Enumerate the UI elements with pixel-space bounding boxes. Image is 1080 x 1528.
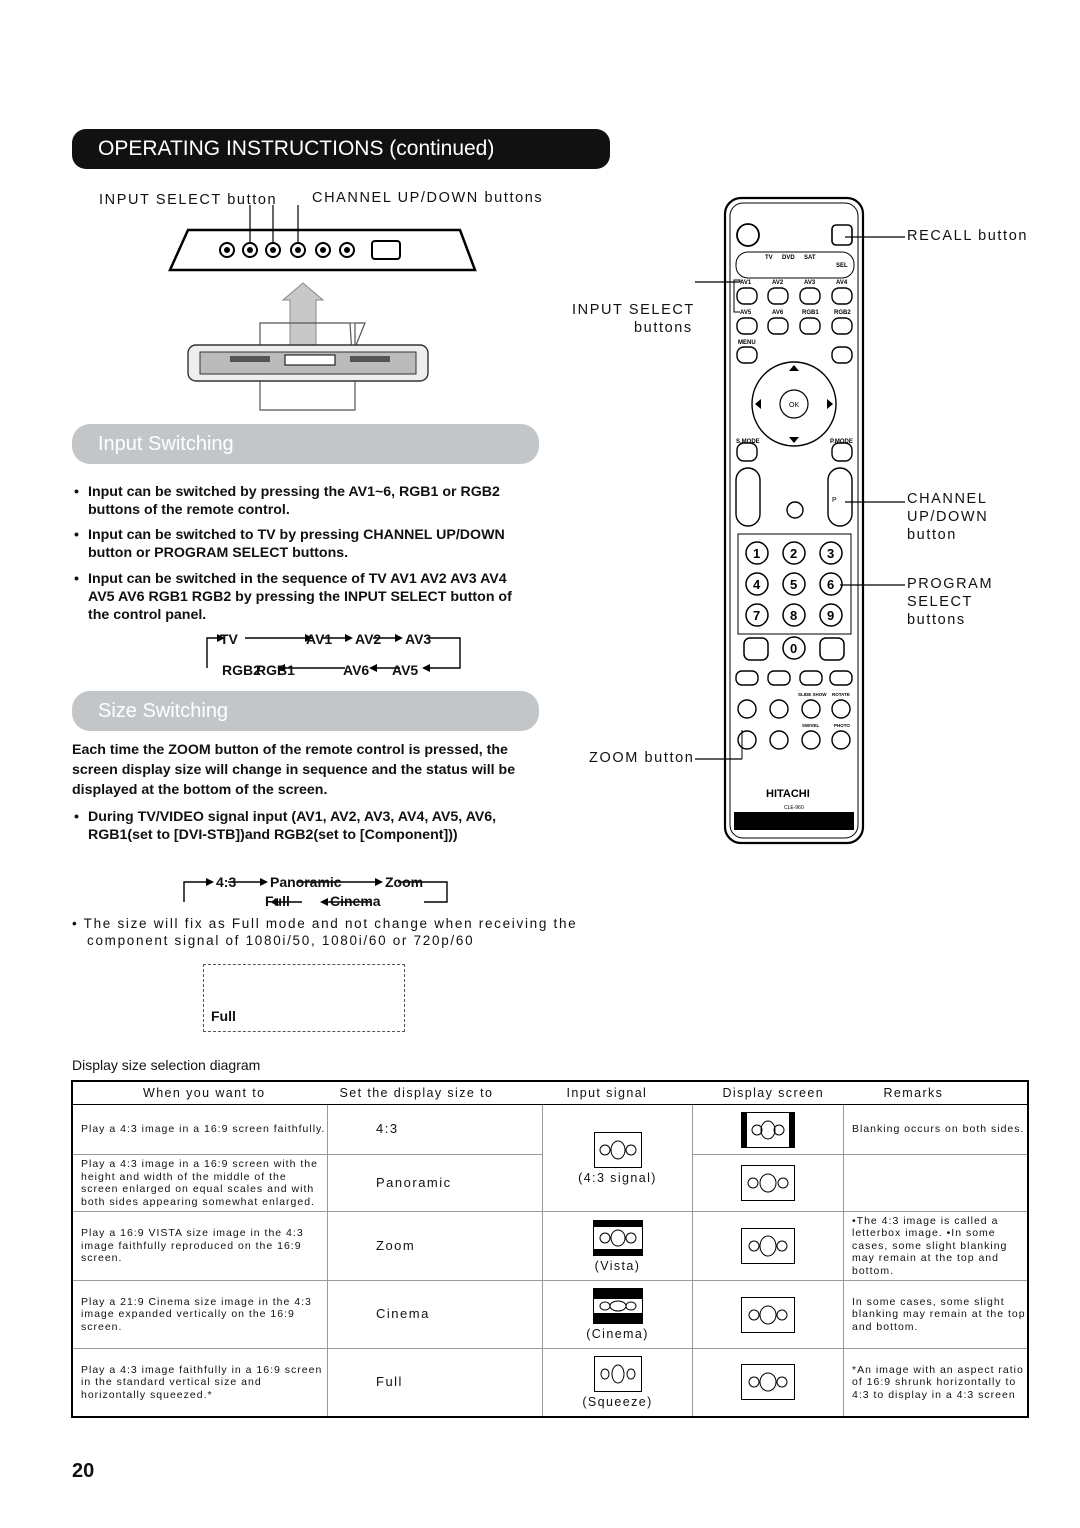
full-mode-screen-box [203, 964, 405, 1032]
page-number: 20 [72, 1460, 95, 1482]
full-mode-label: Full [211, 1008, 236, 1024]
row1-size: 4:3 [328, 1105, 543, 1155]
row2-want: Play a 4:3 image in a 16:9 screen with the height and width of the middle of the screen enlarged on equal scales and with both sides appearing somewhat enlarged. [72, 1155, 328, 1212]
screen-43-icon [741, 1112, 795, 1148]
rgb2-label: RGB2 [834, 310, 851, 316]
row1-signal [543, 1105, 693, 1212]
sel-key-label: SEL [836, 263, 848, 269]
page-header: OPERATING INSTRUCTIONS (continued) [72, 129, 610, 169]
size-switching-heading: Size Switching [72, 691, 539, 731]
signal-squeeze-icon [594, 1356, 642, 1392]
signal-vista-label: (Vista) [594, 1258, 641, 1273]
rotate-label: ROTATE [832, 692, 850, 697]
flow-av2: AV2 [355, 631, 382, 647]
input-bullet-1: • Input can be switched by pressing the AV1~6, RGB1 or RGB2 buttons of the remote control. [72, 483, 532, 519]
row3-signal [543, 1212, 693, 1281]
row4-size: Cinema [328, 1281, 543, 1349]
row2-screen [693, 1155, 844, 1212]
channel-label-3: button [907, 527, 957, 543]
tv-key-label: TV [765, 255, 773, 261]
table-row [72, 1281, 1028, 1349]
channel-label-1: CHANNEL [907, 491, 988, 507]
row4-remarks: In some cases, some slight blanking may remain at the top and bottom. [844, 1281, 1029, 1349]
signal-cinema-icon [593, 1288, 643, 1324]
av4-label: AV4 [836, 280, 848, 286]
size-note-2: component signal of 1080i/50, 1080i/60 or 720p/60 [87, 933, 475, 948]
row2-remarks [844, 1155, 1029, 1212]
model-label: CLE-960 [784, 805, 804, 811]
size-bullet: • During TV/VIDEO signal input (AV1, AV2, AV3, AV4, AV5, AV6, RGB1(set to [DVI-STB])and RGB2(set to [Component])) [72, 808, 532, 844]
row3-screen [693, 1212, 844, 1281]
channel-updown-label: CHANNEL UP/DOWN buttons [312, 190, 544, 206]
key-6: 6 [827, 577, 835, 592]
smode-label: S.MODE [736, 439, 760, 445]
key-4: 4 [753, 577, 761, 592]
av3-label: AV3 [804, 280, 816, 286]
diagram-title: Display size selection diagram [72, 1057, 261, 1073]
flow-rgb1: RGB1 [256, 662, 295, 678]
table-row [72, 1212, 1028, 1281]
photo-label: PHOTO [834, 723, 850, 728]
key-1: 1 [753, 546, 761, 561]
size-note-1: • The size will fix as Full mode and not change when receiving the [72, 916, 578, 931]
flow-av6: AV6 [343, 662, 370, 678]
row3-size: Zoom [328, 1212, 543, 1281]
row3-want: Play a 16:9 VISTA size image in the 4:3 image faithfully reproduced on the 16:9 screen. [72, 1212, 328, 1281]
recall-label: RECALL button [907, 228, 1029, 244]
size-flow-zoom: Zoom [385, 874, 424, 890]
display-size-table [71, 1080, 1029, 1418]
table-row [72, 1349, 1028, 1417]
swivel-label: SWIVEL [802, 723, 820, 728]
col-header-remarks: Remarks [844, 1081, 1029, 1105]
row1-remarks: Blanking occurs on both sides. [844, 1105, 1029, 1155]
menu-label: MENU [738, 340, 756, 346]
slide-show-label: SLIDE SHOW [798, 692, 827, 697]
remote-input-select-label-2: buttons [634, 320, 693, 336]
row1-want: Play a 4:3 image in a 16:9 screen faithfully. [72, 1105, 328, 1155]
row4-screen [693, 1281, 844, 1349]
av2-label: AV2 [772, 280, 784, 286]
row5-want: Play a 4:3 image faithfully in a 16:9 screen in the standard vertical size and horizontally squeezed.* [72, 1349, 328, 1417]
signal-cinema-label: (Cinema) [586, 1327, 649, 1342]
input-switching-heading: Input Switching [72, 424, 539, 464]
sat-key-label: SAT [804, 255, 816, 261]
program-label-2: SELECT [907, 594, 974, 610]
key-0: 0 [790, 641, 798, 656]
row4-signal [543, 1281, 693, 1349]
col-header-size: Set the display size to [328, 1081, 543, 1105]
input-select-label: INPUT SELECT button [99, 192, 278, 208]
p-key-label: P [832, 497, 837, 504]
input-bullet-2: • Input can be switched to TV by pressing CHANNEL UP/DOWN button or PROGRAM SELECT buttons. [72, 526, 532, 562]
size-intro: Each time the ZOOM button of the remote control is pressed, the screen display size will change in sequence and the status will be displayed at the bottom of the screen. [72, 742, 516, 798]
col-header-want: When you want to [72, 1081, 328, 1105]
program-label-1: PROGRAM [907, 576, 994, 592]
input-bullet-3: • Input can be switched in the sequence of TV AV1 AV2 AV3 AV4 AV5 AV6 RGB1 RGB2 by pressing the INPUT SELECT button of the control panel. [72, 570, 532, 624]
row5-signal [543, 1349, 693, 1417]
row3-remarks: •The 4:3 image is called a letterbox image. •In some cases, some slight blanking may remain at the top and bottom. [844, 1212, 1029, 1281]
row5-screen [693, 1349, 844, 1417]
table-row [72, 1105, 1028, 1155]
signal-43-icon [594, 1132, 642, 1168]
size-flow-panoramic: Panoramic [270, 874, 342, 890]
row1-screen [693, 1105, 844, 1155]
key-2: 2 [790, 546, 798, 561]
av6-label: AV6 [772, 310, 784, 316]
col-header-screen: Display screen [693, 1081, 844, 1105]
rgb1-label: RGB1 [802, 310, 819, 316]
flow-rgb2: RGB2 [222, 662, 261, 678]
av1-label: AV1 [740, 280, 752, 286]
key-9: 9 [827, 608, 835, 623]
ok-label: OK [789, 402, 800, 409]
zoom-label: ZOOM button [589, 750, 695, 766]
pmode-label: P.MODE [830, 439, 853, 445]
size-flow-cinema: Cinema [330, 893, 381, 909]
key-3: 3 [827, 546, 835, 561]
screen-full-icon [741, 1364, 795, 1400]
tv-control-panel-illustration [160, 205, 480, 420]
program-label-3: buttons [907, 612, 966, 628]
signal-vista-icon [593, 1220, 643, 1256]
av5-label: AV5 [740, 310, 752, 316]
key-8: 8 [790, 608, 798, 623]
flow-av5: AV5 [392, 662, 419, 678]
remote-callout-lines [690, 230, 910, 770]
flow-av1: AV1 [306, 631, 333, 647]
row5-size: Full [328, 1349, 543, 1417]
row5-remarks: *An image with an aspect ratio of 16:9 shrunk horizontally to 4:3 to display in a 4:3 screen [844, 1349, 1029, 1417]
flow-tv: TV [220, 631, 238, 647]
brand-logo: HITACHI [766, 788, 810, 800]
signal-43-label: (4:3 signal) [578, 1170, 657, 1185]
key-7: 7 [753, 608, 761, 623]
screen-panoramic-icon [741, 1165, 795, 1201]
row4-want: Play a 21:9 Cinema size image in the 4:3 image expanded vertically on the 16:9 screen. [72, 1281, 328, 1349]
key-5: 5 [790, 577, 798, 592]
channel-label-2: UP/DOWN [907, 509, 989, 525]
screen-zoom-icon [741, 1228, 795, 1264]
size-flow-43: 4:3 [216, 874, 237, 890]
flow-av3: AV3 [405, 631, 432, 647]
row2-size: Panoramic [328, 1155, 543, 1212]
col-header-signal: Input signal [543, 1081, 693, 1105]
dvd-key-label: DVD [782, 255, 795, 261]
table-header-row [72, 1081, 1028, 1105]
size-flow-full: Full [265, 893, 290, 909]
remote-input-select-label: INPUT SELECT [572, 302, 695, 318]
signal-squeeze-label: (Squeeze) [582, 1395, 653, 1409]
screen-cinema-icon [741, 1297, 795, 1333]
